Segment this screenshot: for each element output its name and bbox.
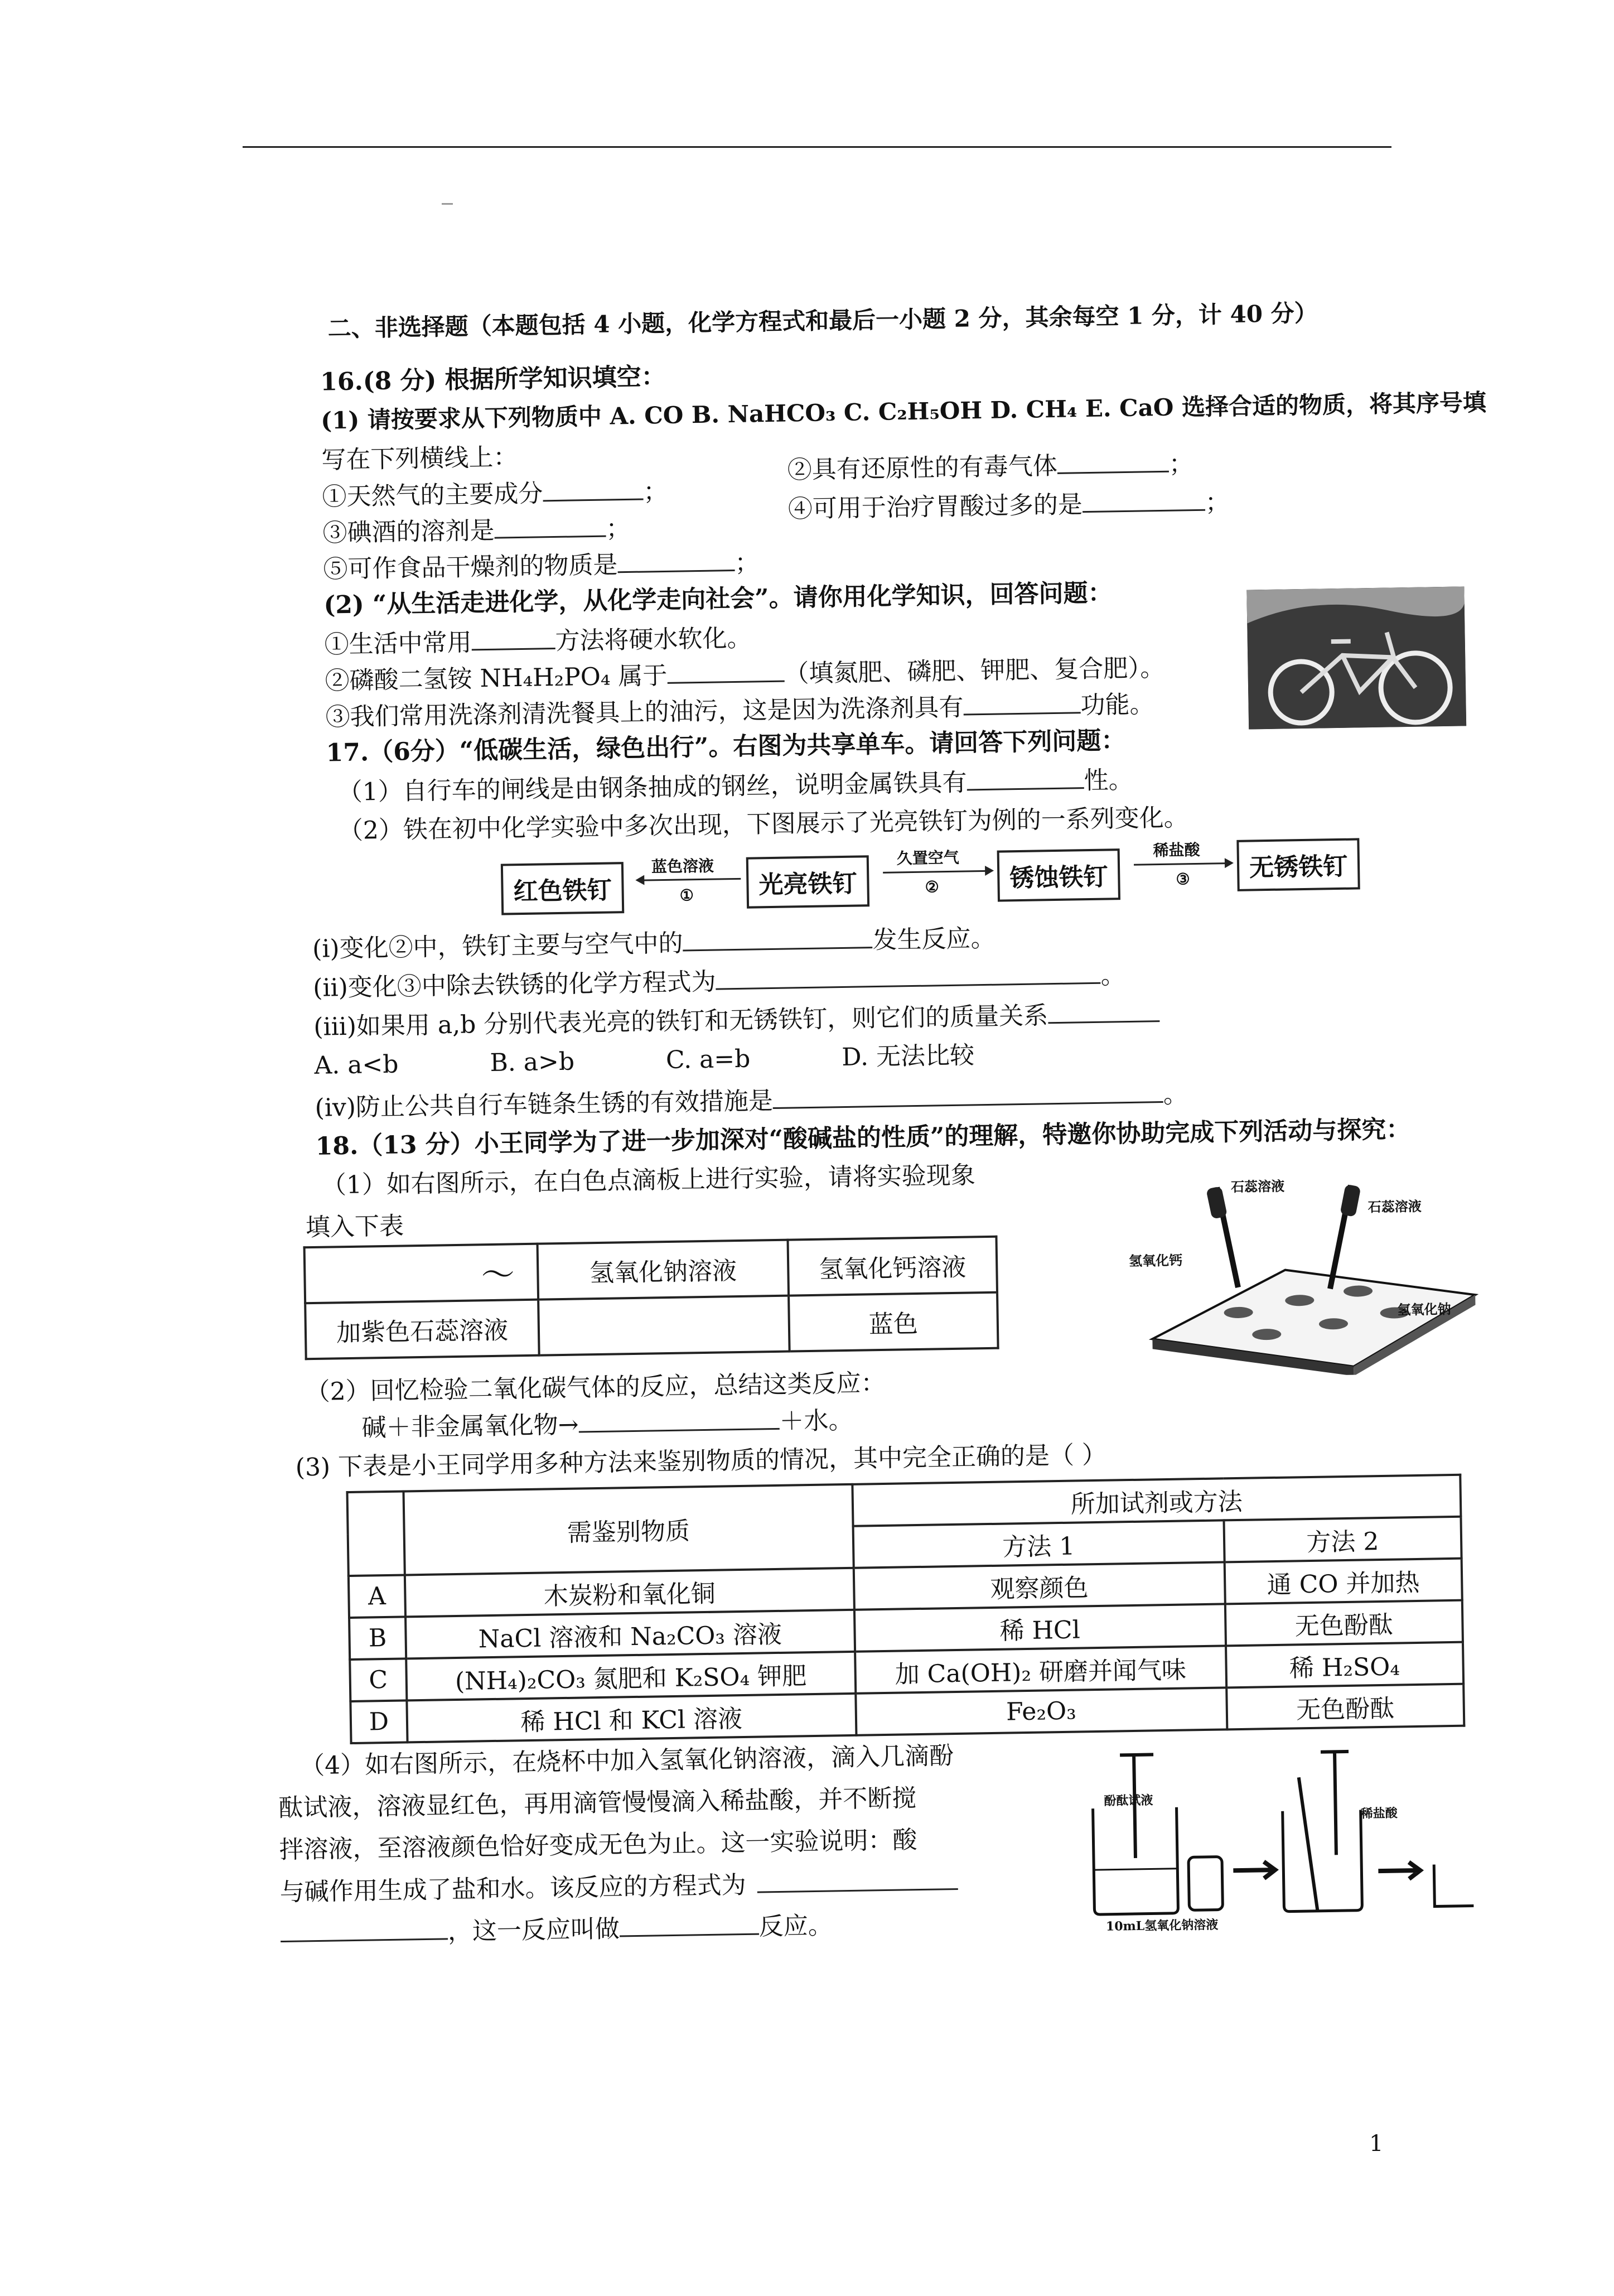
- q18-title: 18.（13 分）小王同学为了进一步加深对“酸碱盐的性质”的理解，特邀你协助完成下列活动与探究：: [315, 1115, 1411, 1161]
- separator: ；: [643, 477, 668, 507]
- q17-iii-text: (iii)如果用 a,b 分别代表光亮的铁钉和无锈铁钉，则它们的质量关系: [313, 1001, 1048, 1041]
- indicator-table: [303, 1236, 999, 1361]
- q16-item2-text: ②具有还原性的有毒气体: [787, 451, 1058, 485]
- answer-blank[interactable]: [1083, 490, 1206, 513]
- table2-header-method2: 方法 2: [1224, 1517, 1462, 1562]
- q16-part2-b-end: （填氮肥、磷肥、钾肥、复合肥）。: [784, 653, 1165, 688]
- q16-part2-b: [325, 655, 1164, 694]
- q17-part1-text: （1）自行车的闸线是由钢条抽成的钢丝，说明金属铁具有: [337, 768, 968, 807]
- flow-box-red-nail: 红色铁钉: [501, 862, 624, 915]
- q16-title: 16.(8 分) 根据所学知识填空：: [320, 362, 666, 397]
- drip-plate-figure: [1117, 1172, 1499, 1379]
- q16-item3-text: ③碘酒的溶剂是: [322, 516, 495, 548]
- q18-part3: (3) 下表是小王同学用多种方法来鉴别物质的情况，其中完全正确的是（ ）: [295, 1440, 1107, 1482]
- table-cell-naoh-result[interactable]: [538, 1296, 789, 1356]
- option-c[interactable]: C. a=b: [665, 1044, 751, 1075]
- q16-item2: [787, 451, 1193, 483]
- row-substance: 木炭粉和氧化铜: [405, 1568, 854, 1617]
- q16-item5-text: ⑤可作食品干燥剂的物质是: [323, 551, 618, 584]
- flow-box-rusty-nail: 锈蚀铁钉: [997, 848, 1120, 901]
- q17-ii-text: (ii)变化③中除去铁锈的化学方程式为: [312, 967, 717, 1002]
- q16-item3: [322, 516, 631, 546]
- table-row-litmus: 加紫色石蕊溶液: [305, 1300, 539, 1359]
- flow-arrow-2: [883, 870, 992, 874]
- answer-blank[interactable]: [963, 693, 1081, 715]
- q17-part1-end: 性。: [1084, 765, 1134, 795]
- q18-part1: （1）如右图所示，在白色点滴板上进行实验，请将实验现象: [321, 1161, 976, 1200]
- q16-part2-a: [324, 626, 752, 658]
- q18-part2b: [361, 1408, 853, 1441]
- answer-blank[interactable]: [617, 551, 735, 573]
- q17-i-text: (i)变化②中，铁钉主要与空气中的: [312, 929, 683, 963]
- q18-part2: （2）回忆检验二氧化碳气体的反应，总结这类反应：: [305, 1368, 886, 1407]
- option-d[interactable]: D. 无法比较: [841, 1041, 975, 1072]
- separator: ；: [1205, 488, 1230, 517]
- row-substance: (NH₄)₂CO₃ 氮肥和 K₂SO₄ 钾肥: [406, 1652, 856, 1701]
- row-key: D: [350, 1700, 407, 1743]
- answer-blank[interactable]: [967, 768, 1084, 790]
- option-b[interactable]: B. a>b: [490, 1047, 575, 1077]
- q16-item5: [323, 550, 760, 582]
- q18-part4-line1: （4）如右图所示，在烧杯中加入氢氧化钠溶液，滴入几滴酚: [299, 1742, 954, 1781]
- q17-iii: [313, 1001, 1159, 1040]
- answer-blank[interactable]: [471, 629, 555, 650]
- answer-blank[interactable]: [281, 1919, 448, 1942]
- answer-blank[interactable]: [1048, 1001, 1160, 1024]
- bicycle-icon: [1246, 586, 1466, 729]
- answer-blank[interactable]: [716, 963, 1100, 990]
- separator: ；: [606, 514, 631, 543]
- q16-part2-b-text: ②磷酸二氢铵 NH₄H₂PO₄ 属于: [325, 661, 668, 696]
- flow-box-rustfree-nail: 无锈铁钉: [1236, 838, 1360, 891]
- answer-blank[interactable]: [543, 480, 644, 502]
- q16-item4-text: ④可用于治疗胃酸过多的是: [787, 490, 1083, 524]
- drip-label-litmus-1: 石蕊溶液: [1230, 1178, 1285, 1195]
- q16-part1-intro: (1) 请按要求从下列物质中 A. CO B. NaHCO₃ C. C₂H₅OH D. CH₄ E. CaO 选择合适的物质，将其序号填: [320, 388, 1487, 435]
- table2-header-substance: 需鉴别物质: [403, 1484, 853, 1575]
- table-header-naoh: 氢氧化钠溶液: [538, 1240, 789, 1300]
- row-substance: 稀 HCl 和 KCl 溶液: [407, 1694, 856, 1743]
- row-key: A: [349, 1575, 405, 1618]
- row-method2: 稀 H₂SO₄: [1226, 1642, 1464, 1688]
- answer-blank[interactable]: [620, 1914, 760, 1937]
- q16-part2-intro: (2) “从生活走进化学，从化学走向社会”。请你用化学知识，回答问题：: [323, 578, 1113, 620]
- flow-box-bright-nail: 光亮铁钉: [746, 855, 869, 908]
- table-corner: ～: [305, 1244, 539, 1304]
- q17-i: [312, 926, 996, 962]
- q16-item4: [788, 490, 1230, 522]
- q17-iv-text: (iv)防止公共自行车链条生锈的有效措施是: [315, 1087, 774, 1122]
- table2-header-method: 所加试剂或方法: [852, 1475, 1461, 1526]
- row-method2: 无色酚酞: [1226, 1684, 1465, 1730]
- answer-blank[interactable]: [578, 1409, 780, 1433]
- q17-title: 17.（6分）“低碳生活，绿色出行”。右图为共享单车。请回答下列问题：: [326, 726, 1126, 768]
- q18-part4-line5: [281, 1913, 833, 1947]
- option-a[interactable]: A. a<b: [314, 1050, 399, 1080]
- row-substance: NaCl 溶液和 Na₂CO₃ 溶液: [405, 1610, 855, 1659]
- answer-blank[interactable]: [757, 1869, 958, 1893]
- row-method1: 稀 HCl: [854, 1604, 1226, 1651]
- separator: ；: [1168, 450, 1194, 479]
- flow-arrow-1-num: ①: [679, 886, 694, 905]
- identification-table: [346, 1474, 1465, 1744]
- row-method2: 无色酚酞: [1225, 1600, 1463, 1646]
- beaker-dropper-icon: [1081, 1741, 1485, 1931]
- flow-arrow-2-label: 久置空气: [896, 848, 960, 868]
- q18-part2b-end: ＋水。: [779, 1406, 853, 1436]
- table2-header-method1: 方法 1: [853, 1520, 1224, 1567]
- flow-arrow-3-label: 稀盐酸: [1153, 840, 1200, 860]
- flow-arrow-3: [1134, 862, 1231, 866]
- q18-part2b-text: 碱＋非金属氧化物→: [361, 1410, 579, 1443]
- q17-part2: （2）铁在初中化学实验中多次出现，下图展示了光亮铁钉为例的一系列变化。: [338, 803, 1189, 846]
- q18-part4-line5-mid: ，这一反应叫做: [447, 1914, 620, 1946]
- table-cell-caoh2-result: 蓝色: [789, 1292, 998, 1352]
- table-header-caoh2: 氢氧化钙溶液: [788, 1237, 997, 1296]
- drip-label-naoh: 氢氧化钠: [1397, 1300, 1451, 1318]
- q18-part1b: 填入下表: [305, 1212, 404, 1242]
- q17-ii-end: 。: [1100, 961, 1126, 990]
- row-key: B: [349, 1617, 406, 1660]
- answer-blank[interactable]: [667, 662, 785, 684]
- table2-corner: [347, 1491, 405, 1576]
- flow-arrow-2-num: ②: [925, 877, 939, 896]
- q17-iv-end: 。: [1163, 1080, 1188, 1110]
- answer-blank[interactable]: [683, 928, 873, 951]
- row-key: C: [350, 1658, 407, 1701]
- q17-iv: [315, 1082, 1188, 1121]
- separator: ；: [734, 548, 760, 577]
- q16-item1-text: ①天然气的主要成分: [322, 479, 543, 512]
- q18-part4-line3: 拌溶液，至溶液颜色恰好变成无色为止。这一实验说明：酸: [279, 1826, 917, 1865]
- drip-label-litmus-2: 石蕊溶液: [1367, 1198, 1422, 1215]
- q18-part4-line4-text: 与碱作用生成了盐和水。该反应的方程式为: [279, 1870, 747, 1907]
- q17-ii: [313, 963, 1125, 1001]
- flow-arrow-1: [637, 878, 741, 881]
- q16-part2-c: [325, 692, 1154, 730]
- drip-plate-icon: [1117, 1172, 1499, 1379]
- q18-part4-line2: 酞试液，溶液显红色，再用滴管慢慢滴入稀盐酸，并不断搅: [278, 1784, 917, 1823]
- q16-part2-a-end: 方法将硬水软化。: [555, 624, 752, 656]
- bicycle-photo: [1246, 586, 1466, 729]
- q18-part4-line5-end: 反应。: [758, 1911, 833, 1941]
- q17-options: [314, 1043, 974, 1078]
- flow-arrow-3-num: ③: [1176, 870, 1190, 889]
- q17-part1: [337, 765, 1134, 807]
- label-dilute-hcl: 稀盐酸: [1360, 1806, 1398, 1821]
- q18-part4-line4: [279, 1869, 958, 1905]
- row-method1: 观察颜色: [853, 1562, 1225, 1609]
- row-method1: 加 Ca(OH)₂ 研磨并闻气味: [855, 1646, 1226, 1693]
- q16-part2-a-text: ①生活中常用: [324, 628, 472, 659]
- q16-part1-intro2: 写在下列横线上：: [321, 443, 518, 475]
- q16-part2-c-text: ③我们常用洗涤剂清洗餐具上的油污，这是因为洗涤剂具有: [325, 693, 964, 732]
- answer-blank[interactable]: [772, 1082, 1163, 1109]
- label-phenolphthalein: 酚酞试液: [1104, 1793, 1153, 1808]
- drip-label-caoh2: 氢氧化钙: [1128, 1252, 1183, 1270]
- answer-blank[interactable]: [1057, 452, 1169, 474]
- section-heading: 二、非选择题（本题包括 4 小题，化学方程式和最后一小题 2 分，其余每空 1 分，计 40 分）: [327, 299, 1318, 343]
- answer-blank[interactable]: [494, 517, 606, 539]
- row-method1: Fe₂O₃: [856, 1687, 1227, 1735]
- label-naoh-solution: 10mL氢氧化钠溶液: [1105, 1917, 1219, 1934]
- q16-part2-c-end: 功能。: [1080, 690, 1154, 720]
- row-method2: 通 CO 并加热: [1224, 1559, 1462, 1604]
- q16-item1: [322, 479, 668, 510]
- q17-i-end: 发生反应。: [872, 924, 996, 955]
- neutralization-figure: [1081, 1741, 1485, 1934]
- flow-arrow-1-label: 蓝色溶液: [651, 856, 714, 876]
- page-number: 1: [1369, 2131, 1384, 2157]
